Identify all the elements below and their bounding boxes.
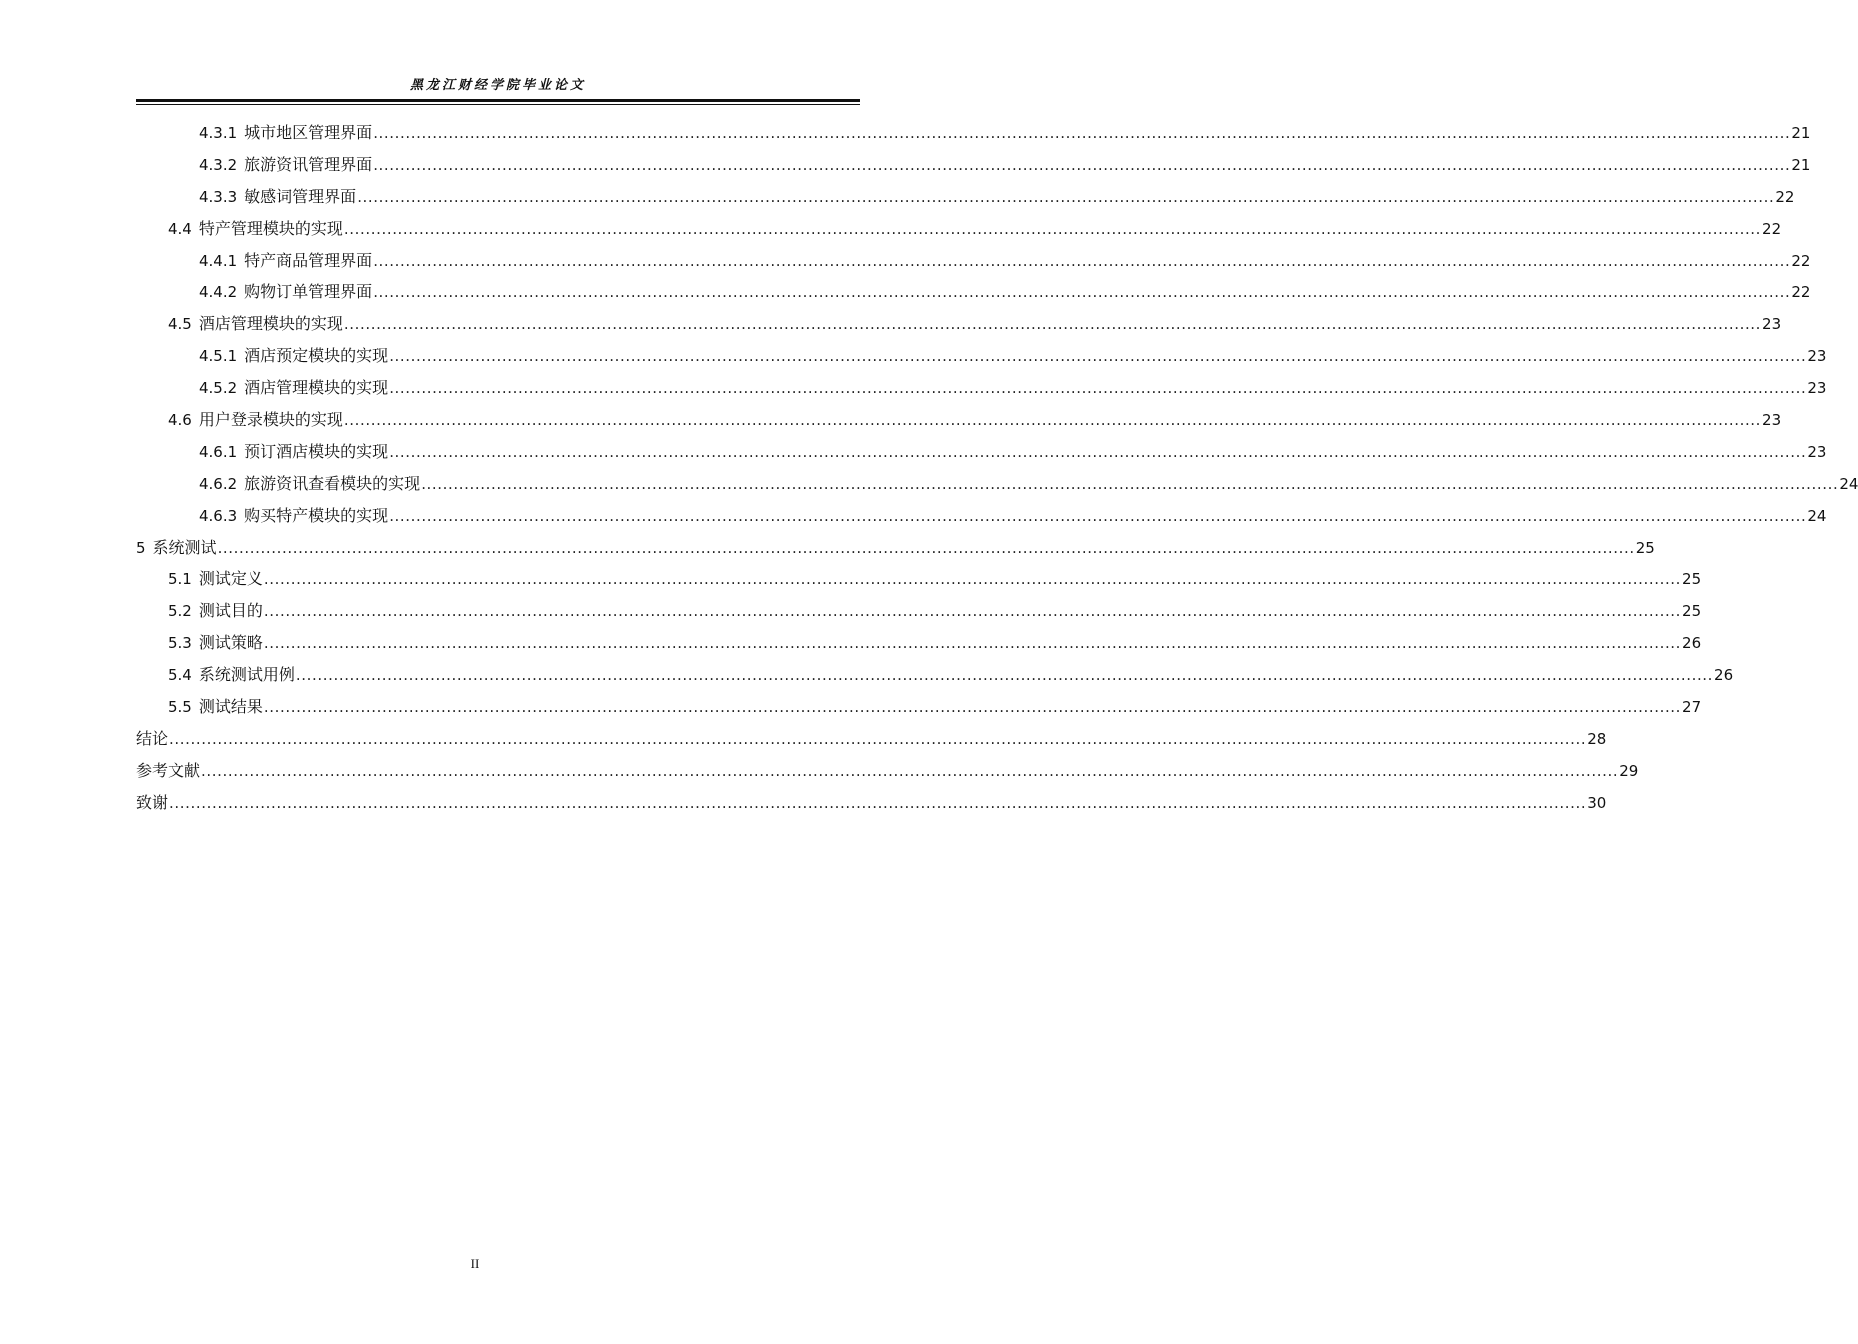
toc-entry-title: 预订酒店模块的实现: [244, 441, 389, 461]
toc-entry-page: 26: [1682, 634, 1702, 653]
toc-entry-title: 测试目的: [198, 601, 263, 621]
toc-entry-title: 测试策略: [198, 633, 263, 653]
toc-dot-leader: ........................................................................................................................................................................................................................................................................: [263, 602, 1682, 621]
toc-entry-page: 28: [1587, 729, 1607, 748]
toc-dot-leader: ........................................................................................................................................................................................................................................................................: [201, 761, 1619, 780]
toc-entry-page: 23: [1807, 379, 1827, 398]
page-number: II: [470, 1256, 480, 1271]
toc-entry[interactable]: [136, 340, 1827, 372]
toc-entry-page: 23: [1762, 411, 1782, 430]
toc-entry-title: 系统测试: [152, 537, 217, 557]
toc-entry-title: 测试结果: [198, 697, 263, 717]
toc-entry-title: 用户登录模块的实现: [198, 410, 343, 430]
toc-entry-number: 5.3: [168, 634, 192, 653]
toc-entry[interactable]: [136, 404, 1782, 436]
toc-entry-title: 酒店管理模块的实现: [244, 378, 389, 398]
toc-entry[interactable]: [136, 372, 1827, 404]
toc-entry-title: 系统测试用例: [198, 665, 295, 685]
toc-entry[interactable]: [136, 755, 1639, 787]
toc-entry-number: 4.4.2: [199, 283, 238, 302]
toc-dot-leader: ........................................................................................................................................................................................................................................................................: [343, 315, 1762, 334]
toc-entry[interactable]: [136, 276, 1811, 308]
toc-entry-page: 24: [1807, 506, 1827, 525]
toc-entry-number: 4.3.3: [199, 187, 238, 206]
toc-entry[interactable]: [136, 595, 1702, 627]
toc-entry-title: 敏感词管理界面: [244, 186, 357, 206]
toc-entry-page: 30: [1587, 793, 1607, 812]
toc-entry-page: 22: [1775, 187, 1795, 206]
toc-dot-leader: ........................................................................................................................................................................................................................................................................: [389, 379, 1807, 398]
toc-entry-number: 4.6.1: [199, 442, 238, 461]
toc-entry-title: 城市地区管理界面: [244, 123, 373, 142]
toc-dot-leader: ........................................................................................................................................................................................................................................................................: [263, 634, 1682, 653]
toc-entry-page: 25: [1635, 538, 1655, 557]
toc-entry-title: 测试定义: [198, 569, 263, 589]
toc-entry-number: 4.6: [168, 411, 192, 430]
toc-entry-page: 23: [1807, 442, 1827, 461]
toc-dot-leader: ........................................................................................................................................................................................................................................................................: [169, 729, 1587, 748]
toc-entry-title: 购物订单管理界面: [244, 282, 373, 302]
toc-entry-number: 5.2: [168, 602, 192, 621]
toc-dot-leader: ........................................................................................................................................................................................................................................................................: [343, 219, 1762, 238]
toc-entry-number: 5.5: [168, 698, 192, 717]
toc-dot-leader: ........................................................................................................................................................................................................................................................................: [421, 474, 1839, 493]
toc-dot-leader: ........................................................................................................................................................................................................................................................................: [373, 155, 1791, 174]
toc-entry-page: 26: [1714, 666, 1734, 685]
toc-entry[interactable]: [136, 627, 1702, 659]
toc-dot-leader: ........................................................................................................................................................................................................................................................................: [373, 124, 1791, 142]
toc-entry[interactable]: [136, 563, 1702, 595]
toc-entry[interactable]: [136, 245, 1811, 277]
toc-entry-title: 特产商品管理界面: [244, 250, 373, 270]
toc-entry-page: 25: [1682, 602, 1702, 621]
toc-entry[interactable]: [136, 149, 1811, 181]
toc-entry-page: 29: [1619, 761, 1639, 780]
header-rule-thin: [136, 104, 860, 105]
toc-dot-leader: ........................................................................................................................................................................................................................................................................: [373, 283, 1791, 302]
toc-dot-leader: ........................................................................................................................................................................................................................................................................: [389, 442, 1807, 461]
toc-entry-number: 4.5.2: [199, 379, 238, 398]
toc-dot-leader: ........................................................................................................................................................................................................................................................................: [217, 538, 1635, 557]
toc-dot-leader: ........................................................................................................................................................................................................................................................................: [263, 698, 1682, 717]
toc-entry[interactable]: [136, 500, 1827, 532]
toc-entry-page: 24: [1839, 474, 1858, 493]
toc-entry-number: 5: [136, 538, 146, 557]
toc-entry[interactable]: [136, 213, 1782, 245]
toc-entry[interactable]: [136, 181, 1795, 213]
toc-entry-page: 23: [1762, 315, 1782, 334]
toc-entry-page: 22: [1762, 219, 1782, 238]
toc-entry[interactable]: [136, 468, 1858, 500]
toc-entry-title: 结论: [136, 728, 169, 748]
toc-entry-page: 23: [1807, 347, 1827, 366]
toc-entry-number: 4.4.1: [199, 251, 238, 270]
toc-entry[interactable]: [136, 723, 1607, 755]
toc-entry-number: 4.6.2: [199, 474, 238, 493]
toc-entry-number: 5.1: [168, 570, 192, 589]
toc-entry-page: 22: [1791, 251, 1811, 270]
toc-dot-leader: ........................................................................................................................................................................................................................................................................: [389, 506, 1807, 525]
toc-entry-title: 特产管理模块的实现: [198, 218, 343, 238]
toc-entry-page: 21: [1791, 155, 1811, 174]
toc-entry-page: 27: [1682, 698, 1702, 717]
toc-entry[interactable]: [136, 308, 1782, 340]
toc-entry-number: 5.4: [168, 666, 192, 685]
toc-entry[interactable]: [136, 436, 1827, 468]
toc-entry-number: 4.3.2: [199, 155, 238, 174]
toc-dot-leader: ........................................................................................................................................................................................................................................................................: [295, 666, 1714, 685]
toc-entry-title: 致谢: [136, 792, 169, 812]
toc-dot-leader: ........................................................................................................................................................................................................................................................................: [357, 187, 1775, 206]
toc-dot-leader: ........................................................................................................................................................................................................................................................................: [263, 570, 1682, 589]
toc-entry-page: 25: [1682, 570, 1702, 589]
toc-dot-leader: ........................................................................................................................................................................................................................................................................: [389, 347, 1807, 366]
toc-entry-number: 4.3.1: [199, 124, 238, 142]
toc-dot-leader: ........................................................................................................................................................................................................................................................................: [373, 251, 1791, 270]
toc-entry-title: 旅游资讯查看模块的实现: [244, 473, 421, 493]
table-of-contents: [136, 117, 1858, 819]
toc-entry[interactable]: [136, 532, 1655, 564]
toc-entry-title: 酒店预定模块的实现: [244, 346, 389, 366]
toc-entry-page: 21: [1791, 124, 1811, 142]
toc-entry-number: 4.5: [168, 315, 192, 334]
toc-entry-title: 购买特产模块的实现: [244, 505, 389, 525]
toc-entry[interactable]: [136, 787, 1607, 819]
toc-dot-leader: ........................................................................................................................................................................................................................................................................: [343, 411, 1762, 430]
toc-entry-title: 酒店管理模块的实现: [198, 314, 343, 334]
running-header: 黑龙江财经学院毕业论文: [409, 78, 586, 93]
header-rule-thick: [136, 99, 860, 102]
toc-entry-number: 4.5.1: [199, 347, 238, 366]
toc-entry[interactable]: [136, 659, 1734, 691]
toc-entry-title: 旅游资讯管理界面: [244, 154, 373, 174]
toc-dot-leader: ........................................................................................................................................................................................................................................................................: [169, 793, 1587, 812]
toc-entry-page: 22: [1791, 283, 1811, 302]
toc-entry-number: 4.6.3: [199, 506, 238, 525]
toc-entry[interactable]: [136, 117, 1811, 149]
toc-entry-title: 参考文献: [136, 760, 201, 780]
toc-entry-number: 4.4: [168, 219, 192, 238]
toc-entry[interactable]: [136, 691, 1702, 723]
